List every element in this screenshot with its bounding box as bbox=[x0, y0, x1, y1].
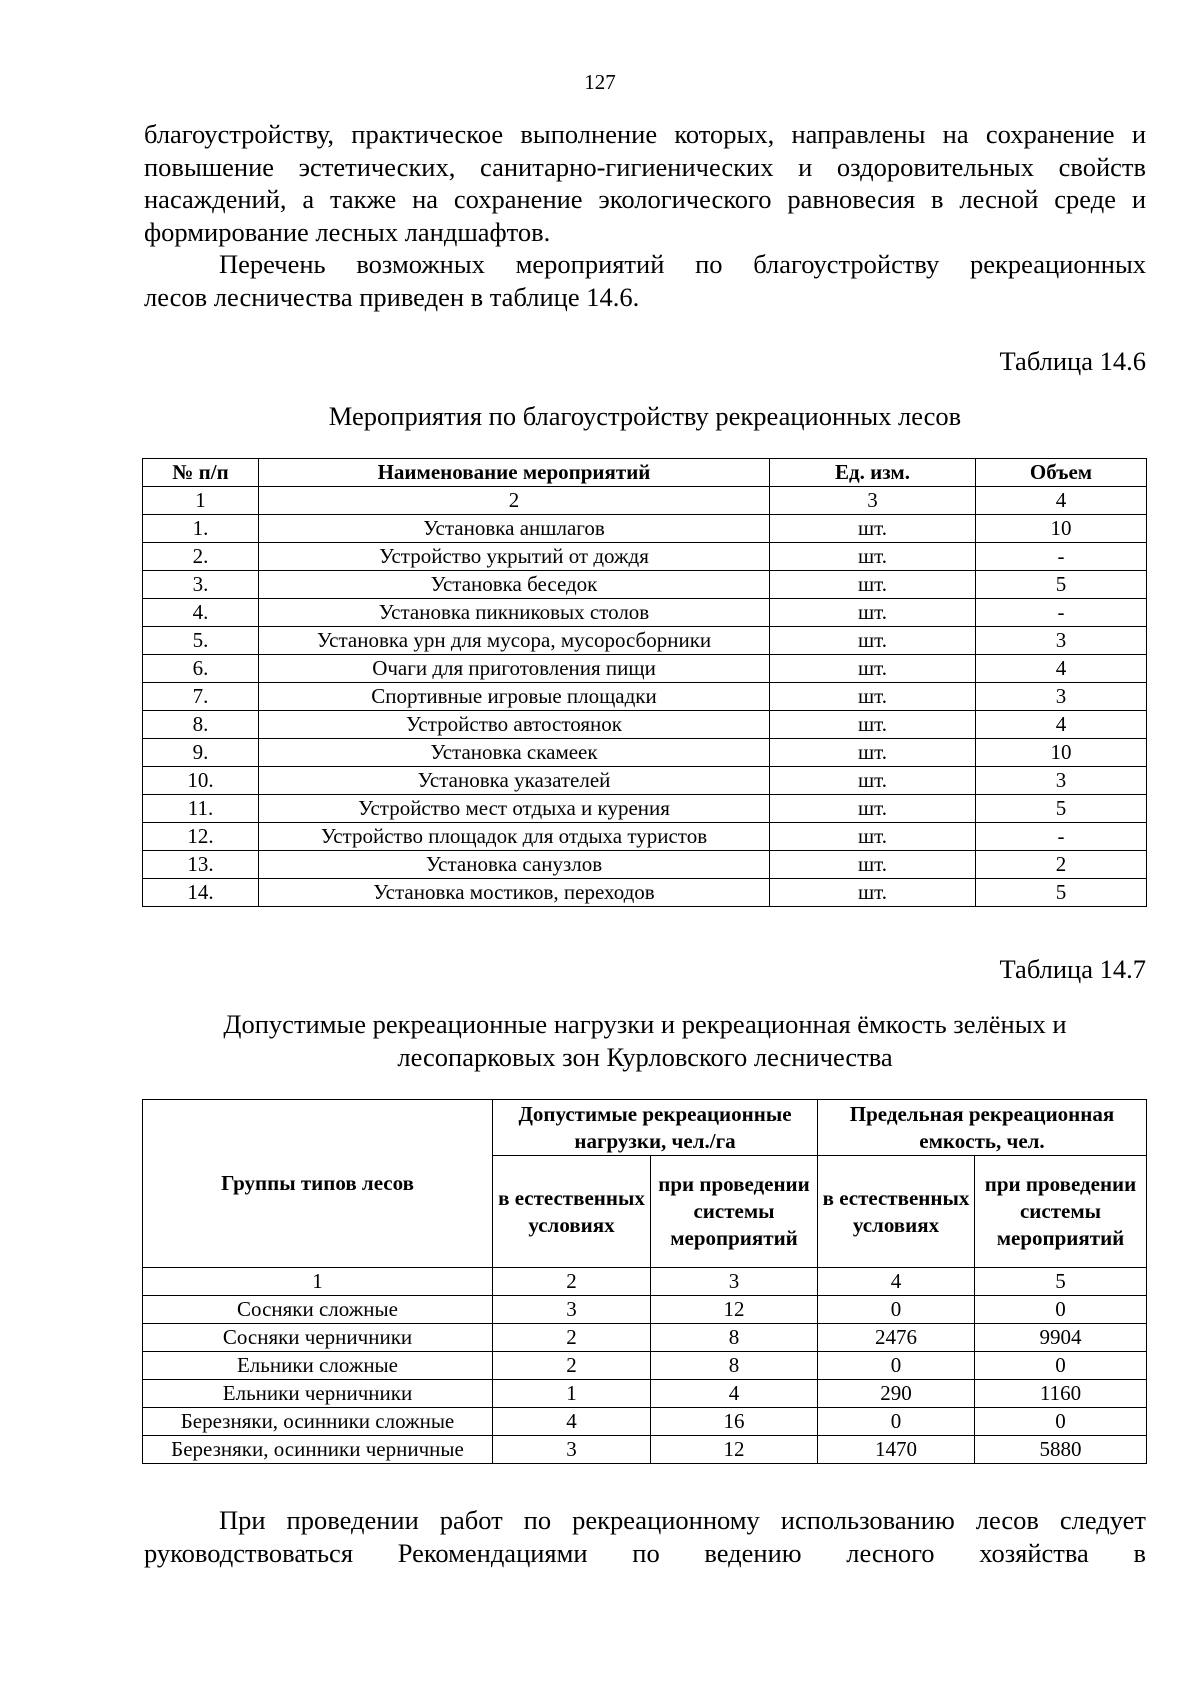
table-cell: шт. bbox=[770, 711, 976, 739]
table-cell: 5 bbox=[976, 795, 1147, 823]
table-cell: 4 bbox=[976, 487, 1147, 515]
table-row bbox=[143, 515, 1147, 543]
table-cell: Ельники сложные bbox=[143, 1352, 493, 1380]
table-cell: 0 bbox=[975, 1408, 1147, 1436]
table-row bbox=[143, 655, 1147, 683]
table-row bbox=[143, 1352, 1147, 1380]
table-row bbox=[143, 543, 1147, 571]
table-header-row bbox=[143, 1100, 1147, 1156]
table-cell: 3 bbox=[651, 1268, 818, 1296]
column-header: № п/п bbox=[143, 459, 259, 487]
table-cell: 11. bbox=[143, 795, 259, 823]
table-cell: 1 bbox=[143, 487, 259, 515]
table-row bbox=[143, 879, 1147, 907]
table-cell: 7. bbox=[143, 683, 259, 711]
table-cell: Сосняки сложные bbox=[143, 1296, 493, 1324]
column-subheader: при проведении системы мероприятий bbox=[651, 1156, 818, 1268]
table-14-7-label: Таблица 14.7 bbox=[999, 954, 1146, 984]
column-header: Наименование мероприятий bbox=[259, 459, 770, 487]
table-14-7-title bbox=[144, 1008, 1146, 1073]
table-cell: 3 bbox=[493, 1436, 651, 1464]
table-cell: шт. bbox=[770, 823, 976, 851]
table-cell: Установка скамеек bbox=[259, 739, 770, 767]
table-cell: шт. bbox=[770, 851, 976, 879]
table-cell: Устройство укрытий от дождя bbox=[259, 543, 770, 571]
column-header: Ед. изм. bbox=[770, 459, 976, 487]
table-cell: шт. bbox=[770, 739, 976, 767]
table-cell: - bbox=[976, 543, 1147, 571]
table-cell: 4 bbox=[976, 711, 1147, 739]
reference-paragraph bbox=[144, 248, 1146, 313]
table-cell: шт. bbox=[770, 795, 976, 823]
table-cell: Установка беседок bbox=[259, 571, 770, 599]
table-cell: Установка урн для мусора, мусоросборники bbox=[259, 627, 770, 655]
table-cell: Установка указателей bbox=[259, 767, 770, 795]
table-row bbox=[143, 739, 1147, 767]
table-cell: 8. bbox=[143, 711, 259, 739]
table-cell: Спортивные игровые площадки bbox=[259, 683, 770, 711]
table-row bbox=[143, 1380, 1147, 1408]
table-row bbox=[143, 1408, 1147, 1436]
text-line: руководствоваться Рекомендациями по ведению лесного хозяйства в bbox=[144, 1537, 1146, 1568]
text-line: лесов лесничества приведен в таблице 14.6. bbox=[144, 281, 640, 312]
intro-paragraph bbox=[144, 118, 1146, 248]
table-cell: 2476 bbox=[818, 1324, 975, 1352]
text-line: благоустройству, практическое выполнение которых, направлены на сохранение и bbox=[144, 119, 1146, 149]
column-number-row bbox=[143, 1268, 1147, 1296]
table-cell: Березняки, осинники сложные bbox=[143, 1408, 493, 1436]
table-cell: - bbox=[976, 823, 1147, 851]
table-cell: 5 bbox=[975, 1268, 1147, 1296]
table-cell: Устройство площадок для отдыха туристов bbox=[259, 823, 770, 851]
table-cell: 4 bbox=[976, 655, 1147, 683]
table-row bbox=[143, 1324, 1147, 1352]
table-cell: Устройство мест отдыха и курения bbox=[259, 795, 770, 823]
table-cell: 16 bbox=[651, 1408, 818, 1436]
table-cell: 3 bbox=[976, 627, 1147, 655]
table-cell: шт. bbox=[770, 683, 976, 711]
table-row bbox=[143, 711, 1147, 739]
table-cell: 4. bbox=[143, 599, 259, 627]
table-row bbox=[143, 795, 1147, 823]
table-cell: 12 bbox=[651, 1436, 818, 1464]
table-row bbox=[143, 823, 1147, 851]
table-header-row bbox=[143, 459, 1147, 487]
column-header: Допустимые рекреационные нагрузки, чел./га bbox=[493, 1100, 818, 1156]
text-line: При проведении работ по рекреационному использованию лесов следует bbox=[219, 1505, 1146, 1535]
page-number: 127 bbox=[584, 70, 616, 94]
table-cell: 12 bbox=[651, 1296, 818, 1324]
table-cell: шт. bbox=[770, 543, 976, 571]
column-subheader: в естественных условиях bbox=[818, 1156, 975, 1268]
table-cell: 8 bbox=[651, 1352, 818, 1380]
table-cell: 10 bbox=[976, 739, 1147, 767]
table-row bbox=[143, 851, 1147, 879]
column-header: Предельная рекреационная емкость, чел. bbox=[818, 1100, 1147, 1156]
table-cell: 1 bbox=[493, 1380, 651, 1408]
table-cell: 1 bbox=[143, 1268, 493, 1296]
table-14-6-title: Мероприятия по благоустройству рекреационных лесов bbox=[328, 401, 962, 431]
table-row bbox=[143, 1296, 1147, 1324]
table-cell: Устройство автостоянок bbox=[259, 711, 770, 739]
table-row bbox=[143, 571, 1147, 599]
table-14-7 bbox=[142, 1099, 1147, 1464]
column-header: Группы типов лесов bbox=[143, 1100, 493, 1268]
table-cell: шт. bbox=[770, 655, 976, 683]
table-cell: 2 bbox=[259, 487, 770, 515]
column-subheader: при проведении системы мероприятий bbox=[975, 1156, 1147, 1268]
table-cell: 4 bbox=[818, 1268, 975, 1296]
table-cell: Очаги для приготовления пищи bbox=[259, 655, 770, 683]
table-cell: 10 bbox=[976, 515, 1147, 543]
table-cell: 12. bbox=[143, 823, 259, 851]
table-cell: 6. bbox=[143, 655, 259, 683]
table-cell: 9. bbox=[143, 739, 259, 767]
table-cell: шт. bbox=[770, 599, 976, 627]
table-14-6 bbox=[142, 458, 1147, 907]
column-number-row bbox=[143, 487, 1147, 515]
table-row bbox=[143, 599, 1147, 627]
table-cell: 4 bbox=[651, 1380, 818, 1408]
table-row bbox=[143, 1436, 1147, 1464]
table-cell: 14. bbox=[143, 879, 259, 907]
table-cell: 3. bbox=[143, 571, 259, 599]
table-cell: 2 bbox=[493, 1352, 651, 1380]
table-cell: шт. bbox=[770, 515, 976, 543]
table-cell: 3 bbox=[493, 1296, 651, 1324]
closing-paragraph bbox=[144, 1504, 1146, 1569]
table-cell: 3 bbox=[770, 487, 976, 515]
column-header: Объем bbox=[976, 459, 1147, 487]
table-14-6-label: Таблица 14.6 bbox=[999, 346, 1146, 376]
table-cell: 5880 bbox=[975, 1436, 1147, 1464]
table-cell: 5. bbox=[143, 627, 259, 655]
table-cell: 2 bbox=[976, 851, 1147, 879]
table-cell: 1. bbox=[143, 515, 259, 543]
table-cell: шт. bbox=[770, 879, 976, 907]
table-cell: 3 bbox=[976, 767, 1147, 795]
table-cell: шт. bbox=[770, 571, 976, 599]
table-row bbox=[143, 627, 1147, 655]
title-line: Допустимые рекреационные нагрузки и рекреационная ёмкость зелёных и bbox=[223, 1009, 1067, 1039]
table-cell: 10. bbox=[143, 767, 259, 795]
table-cell: 5 bbox=[976, 571, 1147, 599]
table-cell: 2 bbox=[493, 1324, 651, 1352]
table-cell: Березняки, осинники черничные bbox=[143, 1436, 493, 1464]
table-cell: 2 bbox=[493, 1268, 651, 1296]
table-cell: 290 bbox=[818, 1380, 975, 1408]
table-cell: шт. bbox=[770, 767, 976, 795]
column-subheader: в естественных условиях bbox=[493, 1156, 651, 1268]
table-cell: - bbox=[976, 599, 1147, 627]
table-cell: Установка пикниковых столов bbox=[259, 599, 770, 627]
title-line: лесопарковых зон Курловского лесничества bbox=[397, 1041, 893, 1072]
table-row bbox=[143, 683, 1147, 711]
table-cell: 13. bbox=[143, 851, 259, 879]
table-cell: Установка аншлагов bbox=[259, 515, 770, 543]
table-cell: Установка санузлов bbox=[259, 851, 770, 879]
table-cell: 0 bbox=[975, 1296, 1147, 1324]
table-cell: 1160 bbox=[975, 1380, 1147, 1408]
table-cell: 0 bbox=[818, 1296, 975, 1324]
table-cell: Ельники черничники bbox=[143, 1380, 493, 1408]
table-cell: 5 bbox=[976, 879, 1147, 907]
table-cell: 4 bbox=[493, 1408, 651, 1436]
table-cell: Установка мостиков, переходов bbox=[259, 879, 770, 907]
table-cell: 8 bbox=[651, 1324, 818, 1352]
table-row bbox=[143, 767, 1147, 795]
table-cell: 0 bbox=[818, 1408, 975, 1436]
table-cell: 2. bbox=[143, 543, 259, 571]
table-cell: 9904 bbox=[975, 1324, 1147, 1352]
table-cell: 0 bbox=[818, 1352, 975, 1380]
text-line: формирование лесных ландшафтов. bbox=[144, 216, 551, 247]
table-cell: 1470 bbox=[818, 1436, 975, 1464]
text-line: насаждений, а также на сохранение экологического равновесия в лесной среде и bbox=[144, 184, 1146, 214]
text-line: повышение эстетических, санитарно-гигиенических и оздоровительных свойств bbox=[144, 151, 1146, 182]
table-cell: Сосняки черничники bbox=[143, 1324, 493, 1352]
table-cell: шт. bbox=[770, 627, 976, 655]
table-cell: 0 bbox=[975, 1352, 1147, 1380]
table-cell: 3 bbox=[976, 683, 1147, 711]
text-line: Перечень возможных мероприятий по благоустройству рекреационных bbox=[219, 249, 1146, 279]
